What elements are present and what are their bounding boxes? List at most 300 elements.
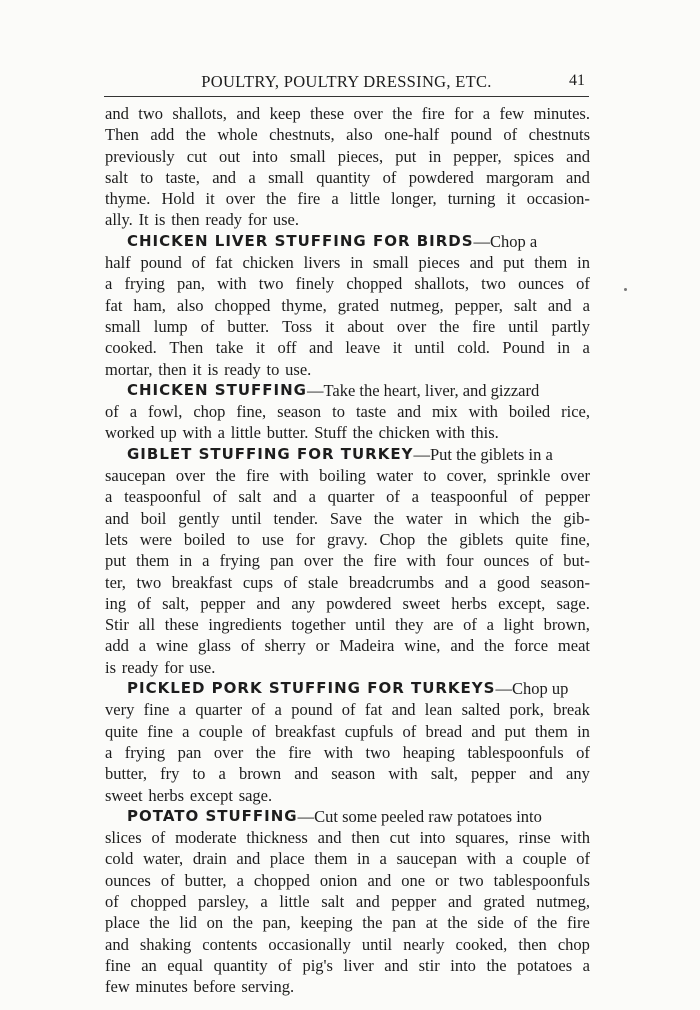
word: but- (563, 551, 590, 571)
word: of (519, 487, 534, 507)
word: ounces (105, 870, 151, 890)
body-text (105, 103, 590, 997)
word: fat (364, 700, 383, 720)
word: fire (246, 466, 270, 486)
word: in (350, 253, 364, 273)
text-line (105, 678, 590, 699)
word: of (251, 721, 266, 741)
word: into (252, 146, 278, 166)
word: chop (557, 934, 590, 954)
word: partly (551, 316, 590, 336)
word: a (105, 487, 113, 507)
word: of (251, 700, 266, 720)
page-number: 41 (569, 72, 585, 89)
word: put (395, 146, 417, 166)
word: over (225, 189, 256, 209)
word: few (105, 977, 130, 997)
word: a (482, 104, 491, 123)
text-line (105, 699, 590, 720)
word: moderate (175, 828, 237, 848)
word: chestnuts, (269, 125, 335, 145)
word: of (402, 721, 417, 741)
word: out (219, 146, 241, 166)
word: water, (143, 849, 184, 869)
paper-speck (624, 288, 627, 291)
word: and (236, 849, 261, 869)
word: over (560, 466, 590, 486)
word: saucepan (105, 466, 166, 486)
word: over (175, 466, 206, 486)
word: lets (105, 529, 128, 549)
word: of (576, 849, 590, 869)
word: with (435, 423, 466, 443)
word: boil (140, 508, 167, 528)
text-line (105, 295, 590, 316)
word: drain (192, 849, 227, 869)
text-line (105, 337, 590, 358)
word: brown, (543, 615, 590, 635)
text-line (105, 124, 590, 145)
word: which (479, 508, 520, 528)
word: the (352, 423, 373, 443)
word: and (566, 146, 590, 166)
word: one-half (384, 125, 440, 145)
text-line (105, 721, 590, 742)
word: to (332, 402, 345, 422)
word: add (105, 636, 129, 656)
text-line (105, 976, 590, 997)
word: sage. (238, 785, 273, 805)
word: light (503, 615, 534, 635)
text-line (105, 593, 590, 614)
word: chopped (253, 870, 310, 890)
word: with (560, 828, 590, 848)
word: off (277, 338, 297, 358)
word: salted (461, 700, 501, 720)
word: ready (121, 657, 159, 677)
text-line (105, 912, 590, 933)
word: small (105, 316, 141, 336)
word: equal (167, 955, 204, 975)
word: sprinkle (497, 466, 551, 486)
word: teaspoonful (430, 487, 508, 507)
word: gravy. (326, 529, 368, 549)
text-line (105, 359, 590, 380)
word: with (323, 742, 354, 762)
word: until (414, 338, 445, 358)
word: with (279, 466, 309, 486)
word: into (450, 955, 476, 975)
word: add (150, 125, 175, 145)
word: four (445, 551, 474, 571)
word: chicken (378, 423, 430, 443)
word: with (466, 849, 496, 869)
word: over (213, 742, 244, 762)
word: of (200, 316, 215, 336)
word: half (105, 253, 131, 273)
word: then (171, 210, 200, 230)
word: to (237, 529, 250, 549)
word: ready (205, 210, 243, 230)
word: of (386, 487, 400, 507)
word: the (447, 913, 468, 933)
word: a (274, 700, 282, 720)
word: nearly (403, 934, 445, 954)
word: of (283, 572, 298, 592)
word: put (105, 551, 127, 571)
word: are (433, 615, 454, 635)
word: ally. (105, 210, 133, 230)
text-line (105, 465, 590, 486)
word: in (577, 721, 590, 741)
word: all (138, 615, 156, 635)
word: and (105, 104, 129, 123)
word: pepper (471, 764, 516, 784)
word: bread (425, 721, 463, 741)
text-line (105, 188, 590, 209)
word: Save (329, 508, 362, 528)
word: herbs (451, 593, 487, 613)
word: with (217, 274, 247, 294)
word: contents (202, 934, 258, 954)
word: thyme, (281, 295, 327, 315)
word: salt (321, 891, 345, 911)
word: to (423, 466, 437, 486)
text-line (105, 273, 590, 294)
word: the (149, 913, 170, 933)
line-text: —Put the giblets in a (413, 444, 553, 464)
word: the (215, 466, 236, 486)
word: were (139, 529, 172, 549)
word: a (331, 189, 339, 209)
word: stale (307, 572, 339, 592)
word: and (256, 593, 281, 613)
word: few (499, 104, 525, 123)
word: place (105, 913, 140, 933)
word: a (308, 487, 316, 507)
word: cover, (446, 466, 487, 486)
word: couple (198, 721, 243, 741)
word: except (189, 785, 233, 805)
word: spices (513, 146, 555, 166)
word: except, (498, 593, 546, 613)
word: and (547, 295, 572, 315)
word: quite (105, 721, 138, 741)
word: a (582, 295, 590, 315)
word: a (138, 636, 147, 656)
word: shallots, (172, 104, 227, 123)
word: little (279, 891, 310, 911)
word: and (384, 955, 409, 975)
word: breakfast (274, 721, 336, 741)
word: the (484, 636, 505, 656)
text-line (105, 209, 590, 230)
word: cooked, (455, 934, 508, 954)
word: powdered (408, 167, 474, 187)
word: and (317, 828, 342, 848)
word: fat (215, 253, 233, 273)
word: a (105, 742, 113, 762)
word: gently (178, 508, 220, 528)
word: keep (269, 104, 301, 123)
word: stir (418, 955, 440, 975)
word: Pound (502, 338, 545, 358)
word: tablespoonfuls (493, 870, 590, 890)
running-title: POULTRY, POULTRY DRESSING, ETC. (201, 72, 492, 91)
word: for (295, 529, 316, 549)
word: water (376, 466, 413, 486)
text-line (105, 827, 590, 848)
word: break (553, 700, 590, 720)
text-line (105, 806, 590, 827)
word: thyme. (105, 189, 151, 209)
word: pan (177, 742, 202, 762)
word: Madeira (339, 636, 395, 656)
word: the (266, 189, 287, 209)
word: rinse (518, 828, 551, 848)
word: a (236, 870, 244, 890)
word: It (138, 210, 149, 230)
word: until (361, 934, 393, 954)
word: of (151, 828, 166, 848)
word: and (450, 636, 475, 656)
word: two (258, 274, 284, 294)
word: a (479, 572, 487, 592)
word: parsley, (198, 891, 249, 911)
word: cut (389, 828, 410, 848)
word: grated (483, 891, 525, 911)
word: couple (522, 849, 567, 869)
word: and (529, 764, 553, 784)
word: boiled (508, 402, 551, 422)
word: sweet (402, 593, 441, 613)
word: Then (169, 338, 204, 358)
word: pound (450, 125, 492, 145)
word: Hold (161, 189, 195, 209)
word: powdered (326, 593, 392, 613)
word: them (136, 551, 170, 571)
word: pepper, (453, 146, 502, 166)
word: Stir (105, 615, 129, 635)
text-line (105, 529, 590, 550)
word: put (504, 721, 526, 741)
text-line (105, 486, 590, 507)
word: use (261, 529, 284, 549)
word: of (539, 551, 554, 571)
word: pig's (302, 955, 333, 975)
word: the (537, 913, 558, 933)
word: giblets (459, 529, 504, 549)
word: place (269, 849, 305, 869)
word: longer, (391, 189, 437, 209)
text-line (105, 422, 590, 443)
word: on (206, 913, 224, 933)
word: Stuff (314, 423, 347, 443)
word: over (353, 104, 383, 123)
text-line (105, 572, 590, 593)
word: these (164, 615, 199, 635)
word: leave (345, 338, 381, 358)
word: it (192, 359, 202, 379)
word: chopped (130, 891, 187, 911)
word: they (395, 615, 424, 635)
word: water (405, 508, 443, 528)
word: and (236, 104, 261, 123)
word: minutes (135, 977, 188, 997)
word: nutmeg, (536, 891, 590, 911)
word: little (230, 423, 261, 443)
word: also (176, 295, 204, 315)
word: them (534, 721, 568, 741)
word: fry (160, 764, 180, 784)
word: with (182, 423, 212, 443)
word: of (191, 253, 206, 273)
word: about (347, 316, 384, 336)
word: occasionally (268, 934, 351, 954)
word: ingredients (208, 615, 282, 635)
word: tablespoonfuls (467, 742, 564, 762)
text-line (105, 167, 590, 188)
word: take (215, 338, 244, 358)
word: good (496, 572, 530, 592)
word: quarter (327, 487, 375, 507)
word: is (207, 359, 219, 379)
word: pan (392, 913, 417, 933)
word: Toss (282, 316, 313, 336)
text-line (105, 955, 590, 976)
word: Chop (379, 529, 416, 549)
word: or (435, 870, 449, 890)
word: the (486, 955, 507, 975)
word: pieces (418, 253, 460, 273)
word: fire (297, 189, 321, 209)
word: liver (343, 955, 374, 975)
word: onion (319, 870, 358, 890)
text-line (105, 657, 590, 678)
word: keeping (300, 913, 353, 933)
word: a (486, 615, 494, 635)
word: a (411, 487, 419, 507)
word: pound (291, 700, 333, 720)
word: pound (140, 253, 182, 273)
word: fine, (236, 402, 267, 422)
word: and (471, 721, 496, 741)
word: then (158, 359, 187, 379)
word: or (315, 636, 330, 656)
word: fine (105, 955, 131, 975)
word: use. (285, 359, 312, 379)
word: serving. (241, 977, 295, 997)
section-heading: GIBLET STUFFING FOR TURKEY (127, 444, 414, 463)
word: season- (540, 572, 590, 592)
word: and (391, 700, 416, 720)
word: to (192, 764, 206, 784)
word: of (137, 593, 151, 613)
word: the (232, 913, 253, 933)
word: is (105, 657, 117, 677)
word: very (105, 700, 135, 720)
word: worked (105, 423, 155, 443)
word: in (357, 849, 370, 869)
word: ounces (483, 551, 530, 571)
word: shaking (139, 934, 192, 954)
word: fire (373, 551, 397, 571)
word: of (240, 636, 255, 656)
word: cold. (457, 338, 490, 358)
word: this. (470, 423, 499, 443)
word: of (576, 742, 590, 762)
word: it (506, 189, 516, 209)
line-text: —Take the heart, liver, and gizzard (306, 380, 540, 400)
text-line (105, 870, 590, 891)
word: and (447, 891, 472, 911)
word: taste, (165, 167, 200, 187)
word: of (463, 615, 477, 635)
word: chopped (214, 295, 271, 315)
word: whole (217, 125, 258, 145)
word: of (576, 274, 590, 294)
word: pepper (544, 487, 590, 507)
word: with (468, 402, 498, 422)
word: in (454, 508, 468, 528)
word: a (260, 891, 268, 911)
word: a (248, 167, 256, 187)
word: fire (421, 104, 445, 123)
word: mortar, (105, 359, 153, 379)
word: butter, (184, 870, 227, 890)
word: finely (295, 274, 335, 294)
text-line (105, 252, 590, 273)
word: the (427, 529, 448, 549)
word: grated (337, 295, 379, 315)
word: a (202, 551, 210, 571)
word: cupfuls (344, 721, 394, 741)
word: and (397, 402, 421, 422)
word: chestnuts (528, 125, 590, 145)
word: before (193, 977, 236, 997)
word: a (182, 721, 190, 741)
word: to (266, 359, 280, 379)
text-line (105, 934, 590, 955)
word: chicken (242, 253, 294, 273)
word: breakfast (171, 572, 233, 592)
word: pan, (177, 274, 205, 294)
word: fire (472, 316, 496, 336)
word: a (178, 700, 186, 720)
word: a (217, 423, 225, 443)
word: any (566, 764, 590, 784)
word: these (310, 104, 345, 123)
word: in (428, 146, 442, 166)
word: cups (242, 572, 274, 592)
word: of (212, 487, 227, 507)
word: boiling (319, 466, 366, 486)
text-line (105, 231, 590, 252)
text-line (105, 380, 590, 401)
word: into (419, 828, 446, 848)
word: then (518, 934, 547, 954)
word: heaping (402, 742, 455, 762)
word: of (513, 913, 528, 933)
word: for (454, 104, 474, 123)
word: butter. (266, 423, 309, 443)
word: chop (193, 402, 226, 422)
word: with (388, 764, 418, 784)
word: sweet (105, 785, 143, 805)
word: fat (105, 295, 123, 315)
word: of (105, 891, 119, 911)
word: until (508, 316, 539, 336)
